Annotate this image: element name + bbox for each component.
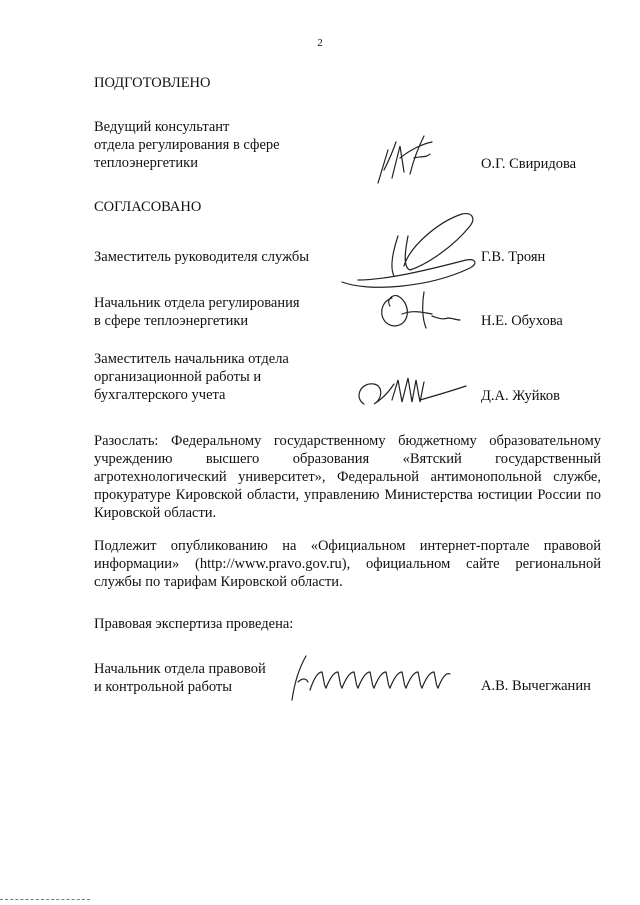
position-line: бухгалтерского учета xyxy=(94,387,226,403)
prepared-name: О.Г. Свиридова xyxy=(481,156,577,172)
position-line: организационной работы и xyxy=(94,369,262,385)
position-line: теплоэнергетики xyxy=(94,155,198,171)
signature-sviridova xyxy=(370,128,440,188)
signature-vychegzhanin xyxy=(284,650,464,705)
position-line: и контрольной работы xyxy=(94,679,232,695)
position-line: отдела регулирования в сфере xyxy=(94,137,280,153)
agreed-signer-1-position xyxy=(94,248,334,266)
agreed-signer-3-name: Д.А. Жуйков xyxy=(481,388,560,404)
publication-text: Подлежит опубликованию на «Официальном интернет-портале правовой информации» (http://www.pravo.gov.ru), официальном сайте региональной службы по тарифам Кировской области. xyxy=(94,538,601,590)
page-number: 2 xyxy=(317,37,323,49)
footer-divider xyxy=(0,899,90,900)
position-line: в сфере теплоэнергетики xyxy=(94,313,249,329)
position-line: Начальник отдела регулирования xyxy=(94,295,300,311)
agreed-signer-2-name: Н.Е. Обухова xyxy=(481,313,563,329)
agreed-signer-3-position xyxy=(94,350,334,404)
position-line: Заместитель начальника отдела xyxy=(94,351,289,367)
agreed-signer-1-name: Г.В. Троян xyxy=(481,249,546,265)
signature-zhuikov xyxy=(350,370,475,415)
position-line: Начальник отдела правовой xyxy=(94,661,266,677)
prepared-heading: ПОДГОТОВЛЕНО xyxy=(94,75,211,91)
legal-review-name: А.В. Вычегжанин xyxy=(481,678,591,694)
position-line: Ведущий консультант xyxy=(94,119,230,135)
signature-obukhova xyxy=(372,284,472,334)
agreed-signer-2-position xyxy=(94,294,334,330)
prepared-position xyxy=(94,118,334,172)
agreed-heading: СОГЛАСОВАНО xyxy=(94,199,202,215)
legal-review-text: Правовая экспертиза проведена: xyxy=(94,616,294,632)
position-line: Заместитель руководителя службы xyxy=(94,249,310,265)
distribution-text: Разослать: Федеральному государственному бюджетному образовательному учреждению высшего образования «Вятский государственный агротехнологический университет», Федеральной антимонопольной службе, прокуратуре Кировской области, управлению Министерства юстиции России по Кировской области. xyxy=(94,433,601,521)
